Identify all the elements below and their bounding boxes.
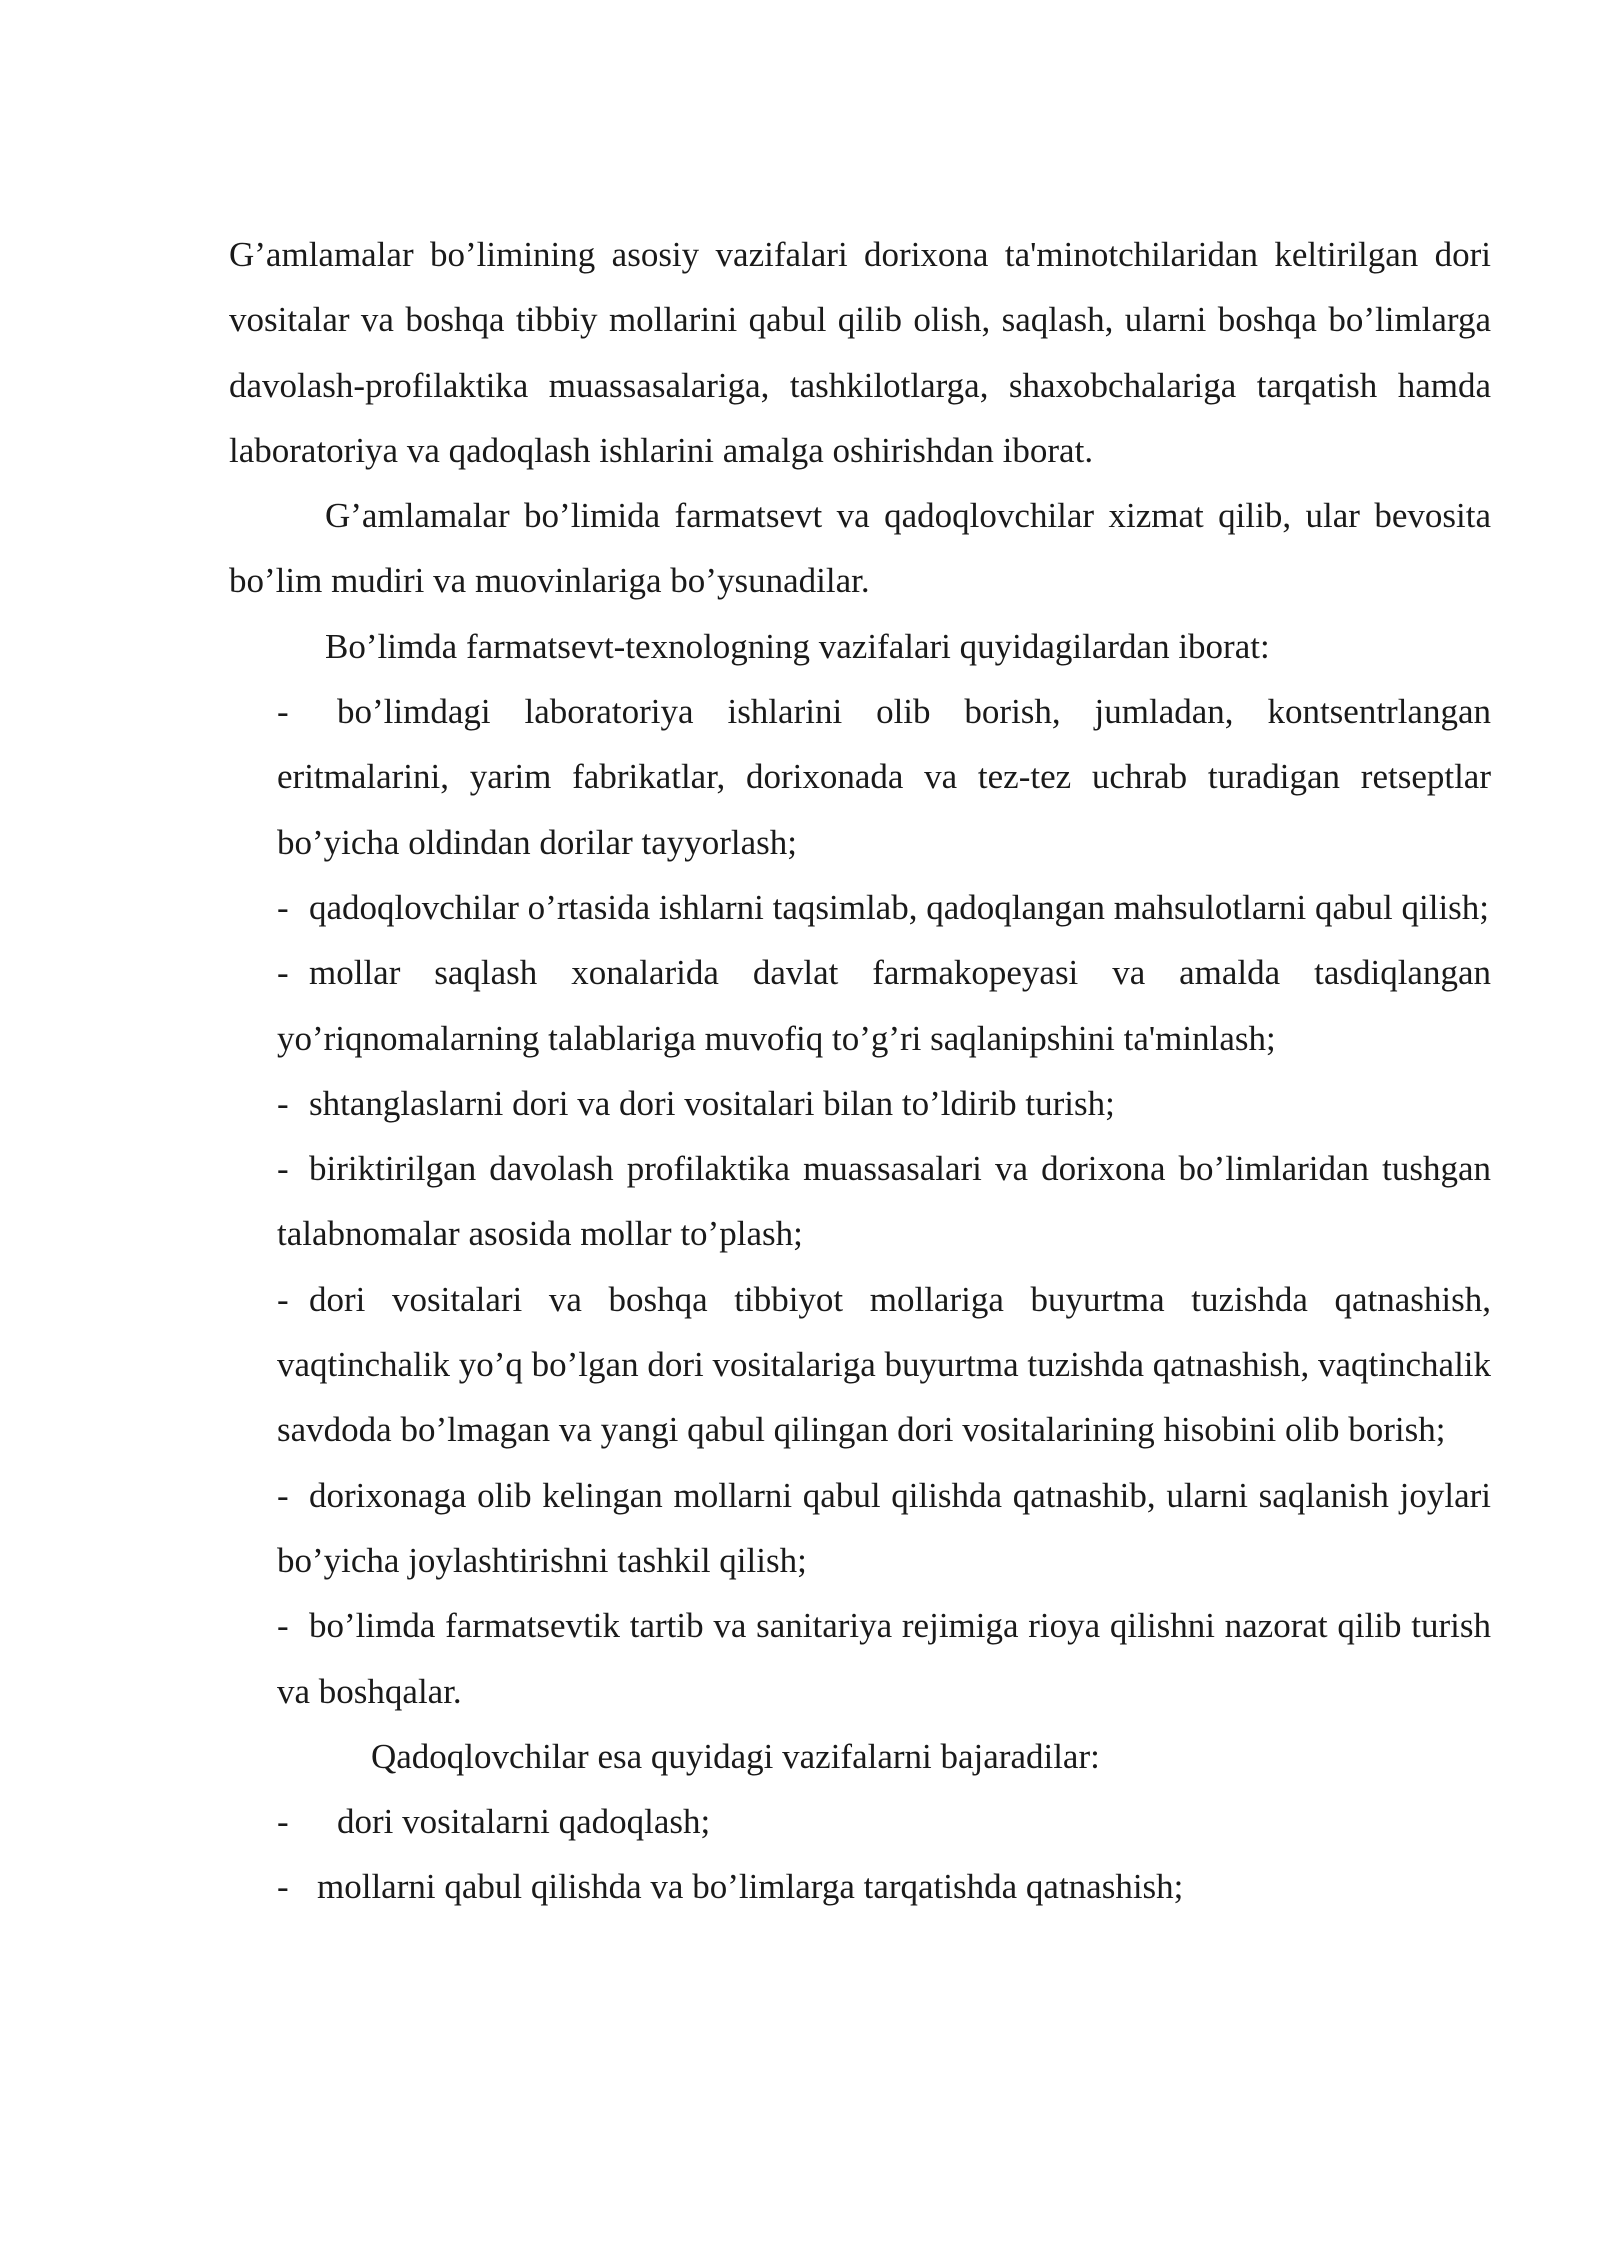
- list-item-text: mollar saqlash xonalarida davlat farmakopeyasi va amalda tasdiqlangan yo’riqnomalarning talablariga muvofiq to’g’ri saqlanipshini ta'minlash;: [277, 953, 1491, 1058]
- list-item-text: dori vositalari va boshqa tibbiyot mollariga buyurtma tuzishda qatnashish, vaqtinchalik yo’q bo’lgan dori vositalariga buyurtma tuzishda qatnashish, vaqtinchalik savdoda bo’lmagan va yangi qabul qilingan dori vositalarining hisobini olib borish;: [277, 1279, 1492, 1450]
- pharmacist-duties-list: [229, 679, 1491, 1724]
- list-item: [229, 940, 1491, 1071]
- list-item: [229, 1071, 1491, 1136]
- list-dash: -: [277, 1867, 289, 1907]
- list-item: [229, 1593, 1491, 1724]
- paragraph-duties-heading: Bo’limda farmatsevt-texnologning vazifalari quyidagilardan iborat:: [325, 626, 1270, 666]
- packer-duties-list: [229, 1789, 1491, 1920]
- list-dash: -: [277, 1279, 289, 1319]
- list-item-text: mollarni qabul qilishda va bo’limlarga tarqatishda qatnashish;: [317, 1867, 1184, 1907]
- list-item: [229, 1136, 1491, 1267]
- list-dash: -: [277, 692, 289, 732]
- paragraph-intro: G’amlamalar bo’limining asosiy vazifalari dorixona ta'minotchilaridan keltirilgan dori vositalar va boshqa tibbiy mollarini qabul qilib olish, saqlash, ularni boshqa bo’limlarga davolash-profilaktika muassasalariga, tashkilotlarga, shaxobchalariga tarqatish hamda laboratoriya va qadoqlash ishlarini amalga oshirishdan iborat.: [229, 235, 1491, 470]
- list-item-text: shtanglaslarni dori va dori vositalari bilan to’ldirib turish;: [309, 1083, 1115, 1123]
- list-item: [229, 1854, 1491, 1919]
- list-item-text: bo’limda farmatsevtik tartib va sanitariya rejimiga rioya qilishni nazorat qilib turish va boshqalar.: [277, 1606, 1491, 1711]
- list-dash: -: [277, 1149, 289, 1189]
- list-item: [229, 875, 1491, 940]
- list-item-text: qadoqlovchilar o’rtasida ishlarni taqsimlab, qadoqlangan mahsulotlarni qabul qilish;: [309, 887, 1490, 927]
- list-item-text: dorixonaga olib kelingan mollarni qabul qilishda qatnashib, ularni saqlanish joylari bo’yicha joylashtirishni tashkil qilish;: [277, 1475, 1491, 1580]
- list-item-text: biriktirilgan davolash profilaktika muassasalari va dorixona bo’limlaridan tushgan talabnomalar asosida mollar to’plash;: [277, 1149, 1491, 1254]
- list-dash: -: [277, 1606, 289, 1646]
- list-item-text: bo’limdagi laboratoriya ishlarini olib borish, jumladan, kontsentrlangan eritmalarini, yarim fabrikatlar, dorixonada va tez-tez uchrab turadigan retseptlar bo’yicha oldindan dorilar tayyorlash;: [277, 692, 1491, 862]
- paragraph-packers-heading: Qadoqlovchilar esa quyidagi vazifalarni bajaradilar:: [371, 1736, 1100, 1776]
- list-item: [229, 1789, 1491, 1854]
- list-item: [229, 1267, 1491, 1463]
- list-item-text: dori vositalarni qadoqlash;: [337, 1802, 711, 1842]
- list-dash: -: [277, 1802, 289, 1842]
- list-item: [229, 679, 1491, 875]
- document-page: [229, 222, 1491, 1920]
- list-item: [229, 1463, 1491, 1594]
- paragraph-staff: G’amlamalar bo’limida farmatsevt va qadoqlovchilar xizmat qilib, ular bevosita bo’lim mudiri va muovinlariga bo’ysunadilar.: [229, 496, 1491, 601]
- list-dash: -: [277, 887, 289, 927]
- list-dash: -: [277, 1475, 289, 1515]
- list-dash: -: [277, 953, 289, 993]
- list-dash: -: [277, 1083, 289, 1123]
